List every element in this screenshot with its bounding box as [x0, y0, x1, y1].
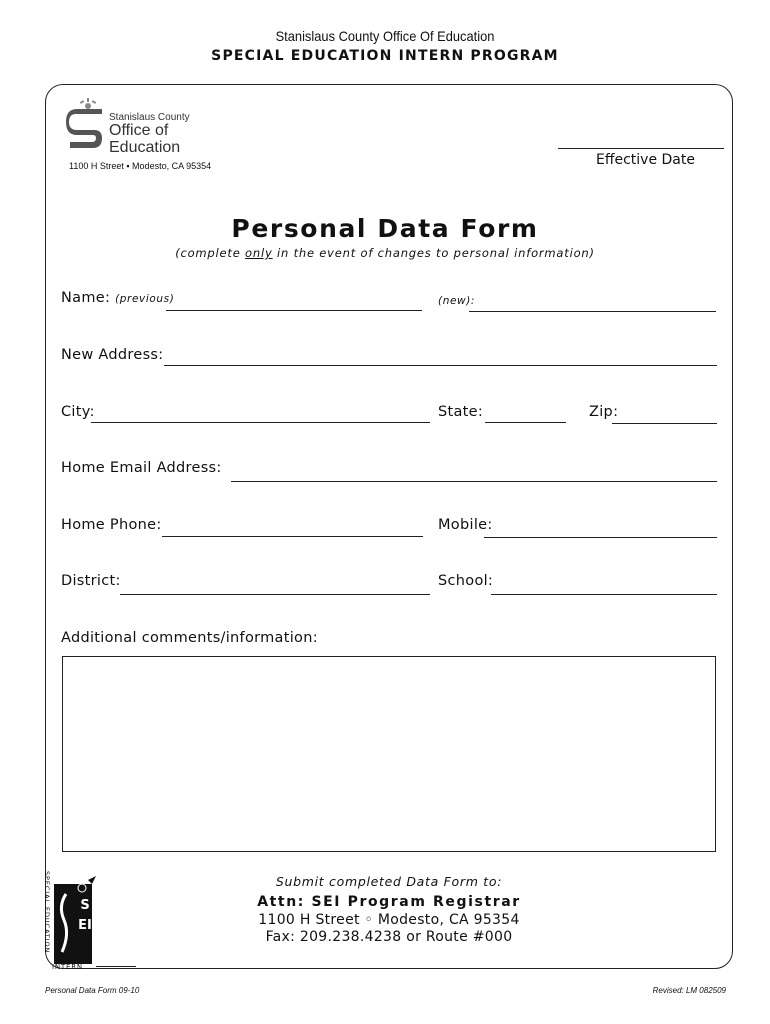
- subtitle-emphasis: only: [245, 246, 273, 260]
- mobile-label: Mobile:: [438, 517, 493, 533]
- district-label: District:: [61, 573, 121, 589]
- mobile-field[interactable]: [484, 537, 717, 538]
- zip-field[interactable]: [612, 423, 717, 424]
- logo-line-3: Education: [109, 139, 181, 156]
- footer-right: Revised: LM 082509: [652, 986, 726, 995]
- footer-left: Personal Data Form 09-10: [45, 986, 140, 995]
- fax-line: Fax: 209.238.4238 or Route #000: [265, 929, 513, 945]
- logo-address: 1100 H Street ▪ Modesto, CA 95354: [69, 161, 212, 171]
- form-title: Personal Data Form: [231, 214, 539, 243]
- sei-logo: [40, 871, 100, 974]
- subtitle-pre: (complete: [175, 246, 246, 260]
- submit-instruction: Submit completed Data Form to:: [275, 874, 503, 889]
- name-label: [61, 290, 174, 306]
- zip-label: Zip:: [589, 404, 619, 420]
- sei-vertical-text: SPECIAL EDUCATION: [43, 871, 51, 954]
- email-label: Home Email Address:: [61, 460, 222, 476]
- previous-label: (previous): [115, 293, 175, 305]
- program-header: SPECIAL EDUCATION INTERN PROGRAM: [211, 48, 559, 64]
- school-label: School:: [438, 573, 494, 589]
- previous-name-field[interactable]: [166, 310, 422, 311]
- new-name-field[interactable]: [469, 311, 716, 312]
- scoe-logo-icon: [66, 98, 106, 158]
- subtitle-post: in the event of changes to personal information): [272, 246, 595, 260]
- name-label-text: Name:: [61, 290, 111, 306]
- org-header: Stanislaus County Office Of Education: [275, 28, 495, 44]
- state-label: State:: [438, 404, 484, 420]
- school-field[interactable]: [491, 594, 717, 595]
- logo-line-1: Stanislaus County: [109, 112, 190, 123]
- city-label: City:: [61, 404, 95, 420]
- comments-box[interactable]: [62, 656, 716, 852]
- sei-letters: SEI: [78, 898, 92, 933]
- email-field[interactable]: [231, 481, 717, 482]
- submit-address: 1100 H Street ◦ Modesto, CA 95354: [258, 912, 520, 928]
- logo-line-2: Office of: [109, 122, 169, 139]
- state-field[interactable]: [485, 422, 566, 423]
- new-label: (new):: [438, 295, 476, 307]
- comments-label: Additional comments/information:: [61, 630, 318, 646]
- city-field[interactable]: [91, 422, 430, 423]
- sei-intern-text: INTERN: [52, 963, 83, 971]
- new-address-label: New Address:: [61, 347, 164, 363]
- effective-date-line[interactable]: [558, 148, 724, 149]
- sei-underline: [96, 966, 136, 967]
- district-field[interactable]: [120, 594, 430, 595]
- effective-date-label: Effective Date: [596, 152, 695, 168]
- home-phone-label: Home Phone:: [61, 517, 162, 533]
- attn-line: Attn: SEI Program Registrar: [257, 894, 521, 910]
- new-address-field[interactable]: [164, 365, 717, 366]
- form-subtitle: [0, 246, 770, 260]
- home-phone-field[interactable]: [162, 536, 423, 537]
